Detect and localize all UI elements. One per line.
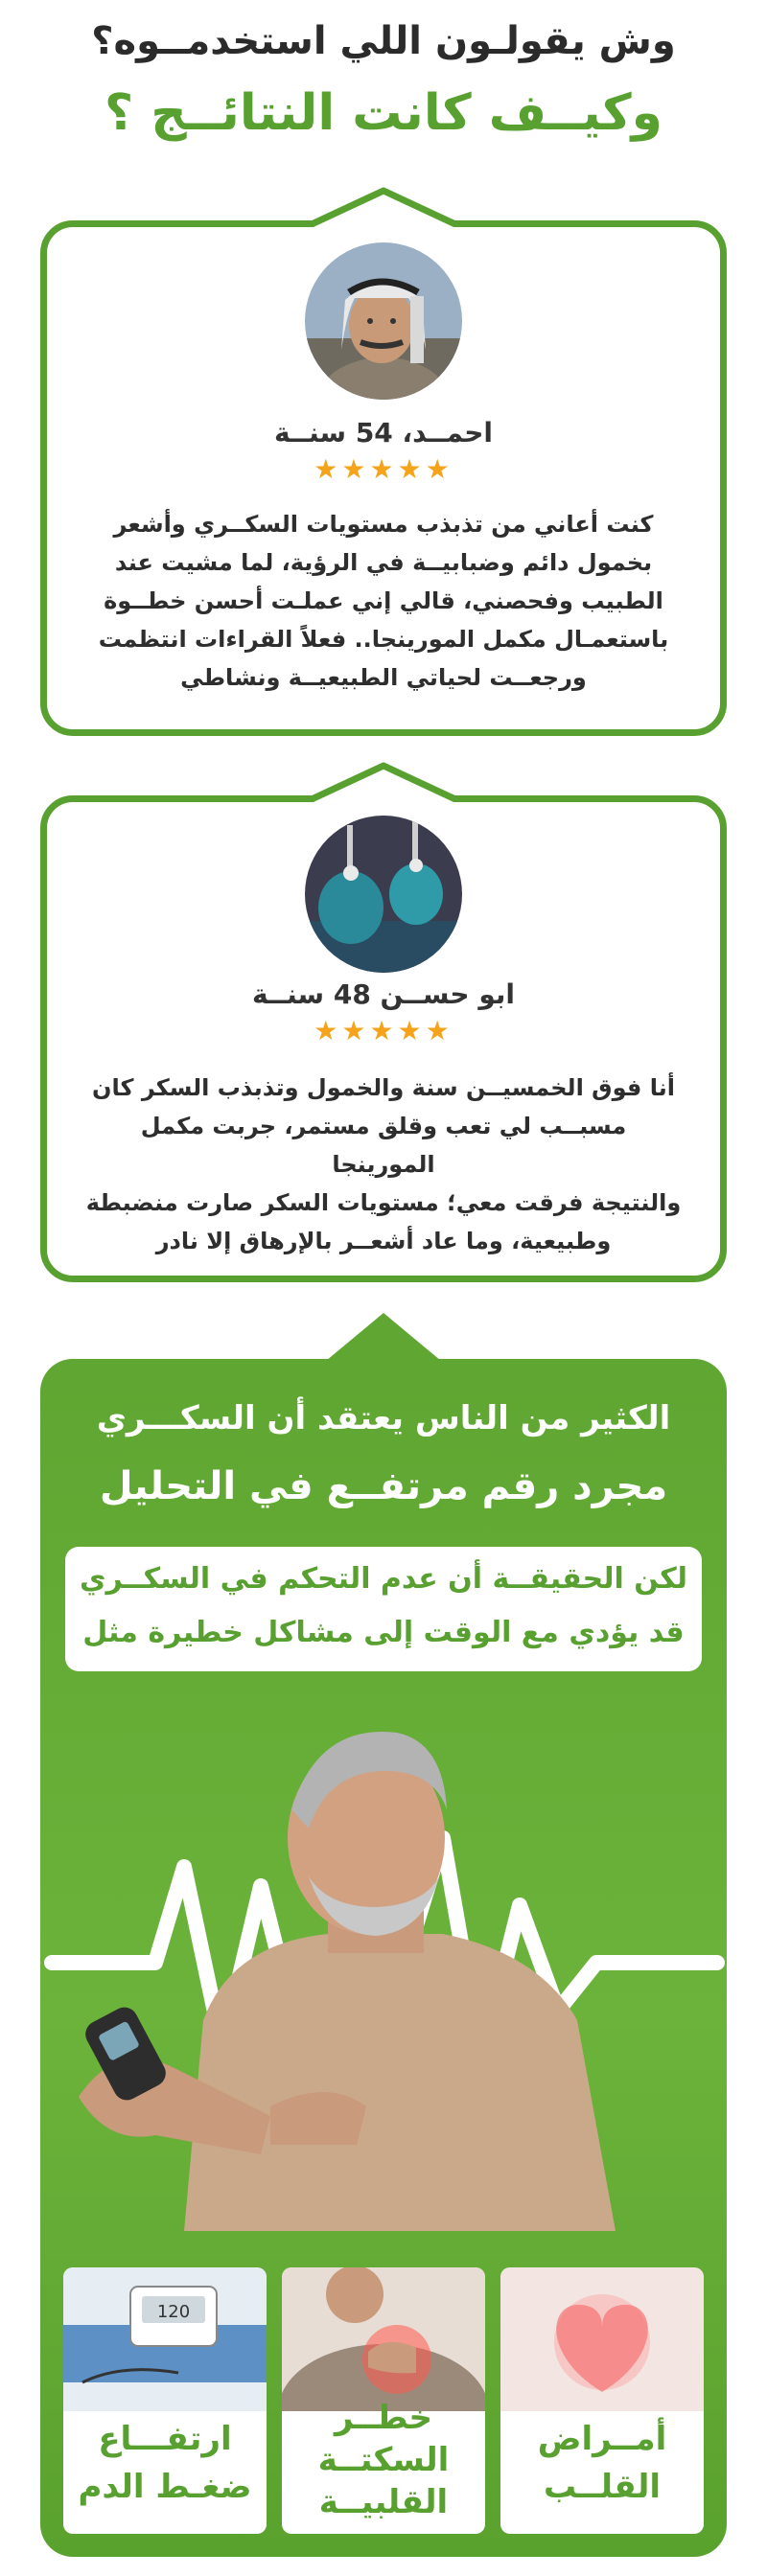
reviewer-name: ابو حســن 48 سنــة	[252, 978, 515, 1010]
testimonial-card	[40, 220, 727, 736]
star-rating: ★★★★★	[314, 1015, 453, 1046]
risk-label-line: خطــر	[334, 2399, 433, 2437]
blood-pressure-monitor-icon	[63, 2267, 267, 2411]
quote-line: أنا فوق الخمسيــن سنة والخمول وتذبذب السكر كان	[92, 1074, 675, 1101]
risk-label-line: السكتــة	[317, 2441, 450, 2479]
heart-pain-icon	[500, 2267, 704, 2411]
quote-line: ورجعــت لحياتي الطبيعيــة ونشاطي	[180, 664, 587, 691]
risk-label-line: القلبيــة	[318, 2483, 449, 2521]
diabetes-awareness-section	[40, 1359, 727, 2557]
star-rating: ★★★★★	[314, 453, 453, 485]
risk-label-line: أمــراض	[537, 2420, 667, 2458]
callout-line-2: قد يؤدي مع الوقت إلى مشاكل خطيرة مثل	[82, 1616, 685, 1649]
risk-tile-heart-attack	[282, 2267, 485, 2534]
testimonial-quote	[85, 1069, 682, 1260]
awareness-callout-box	[65, 1547, 702, 1671]
reviewer-name: احمــد، 54 سنــة	[273, 417, 494, 448]
risk-label-line: ارتفـــاع	[98, 2420, 232, 2458]
man-checking-glucose-illustration	[40, 1694, 727, 2231]
heading-line-1: وش يقولـون اللي استخدمــوه؟	[91, 19, 676, 63]
awareness-headline-1: الكثير من الناس يعتقد أن السكـــري	[96, 1399, 671, 1438]
svg-text:120: 120	[156, 2302, 191, 2322]
quote-line: بخمول دائم وضبابيــة في الرؤية، لما مشيت عند	[114, 549, 653, 576]
heading-line-2: وكيــف كانت النتائــج ؟	[105, 84, 662, 142]
avatar	[305, 816, 462, 973]
risk-label-line: ضغـط الدم	[78, 2468, 252, 2506]
awareness-headline-2: مجرد رقم مرتفــع في التحليل	[99, 1464, 668, 1508]
quote-line: مسبــب لي تعب وقلق مستمر، جربت مكمل المورينجا	[140, 1113, 627, 1178]
testimonial-quote	[85, 505, 682, 697]
quote-line: وطبيعية، وما عاد أشعــر بالإرهاق إلا نادر	[155, 1228, 612, 1254]
quote-line: باستعمـال مكمل المورينجا.. فعلاً القراءات انتظمت	[98, 626, 669, 653]
section-heading	[0, 19, 767, 142]
chest-pain-icon	[282, 2267, 485, 2411]
testimonial-card	[40, 795, 727, 1282]
risk-label-line: القلــب	[543, 2468, 661, 2506]
section-peak-decoration	[326, 1313, 441, 1365]
risk-tile-heart-disease	[500, 2267, 704, 2534]
quote-line: الطبيب وفحصني، قالي إني عملـت أحسن خطــوة	[104, 587, 663, 614]
quote-line: كنت أعاني من تذبذب مستويات السكــري وأشعر	[113, 511, 654, 538]
risk-tile-high-blood-pressure	[63, 2267, 267, 2534]
callout-line-1: لكن الحقيقــة أن عدم التحكم في السكــري	[80, 1562, 687, 1596]
avatar	[305, 242, 462, 400]
quote-line: والنتيجة فرقت معي؛ مستويات السكر صارت منضبطة	[85, 1189, 682, 1216]
